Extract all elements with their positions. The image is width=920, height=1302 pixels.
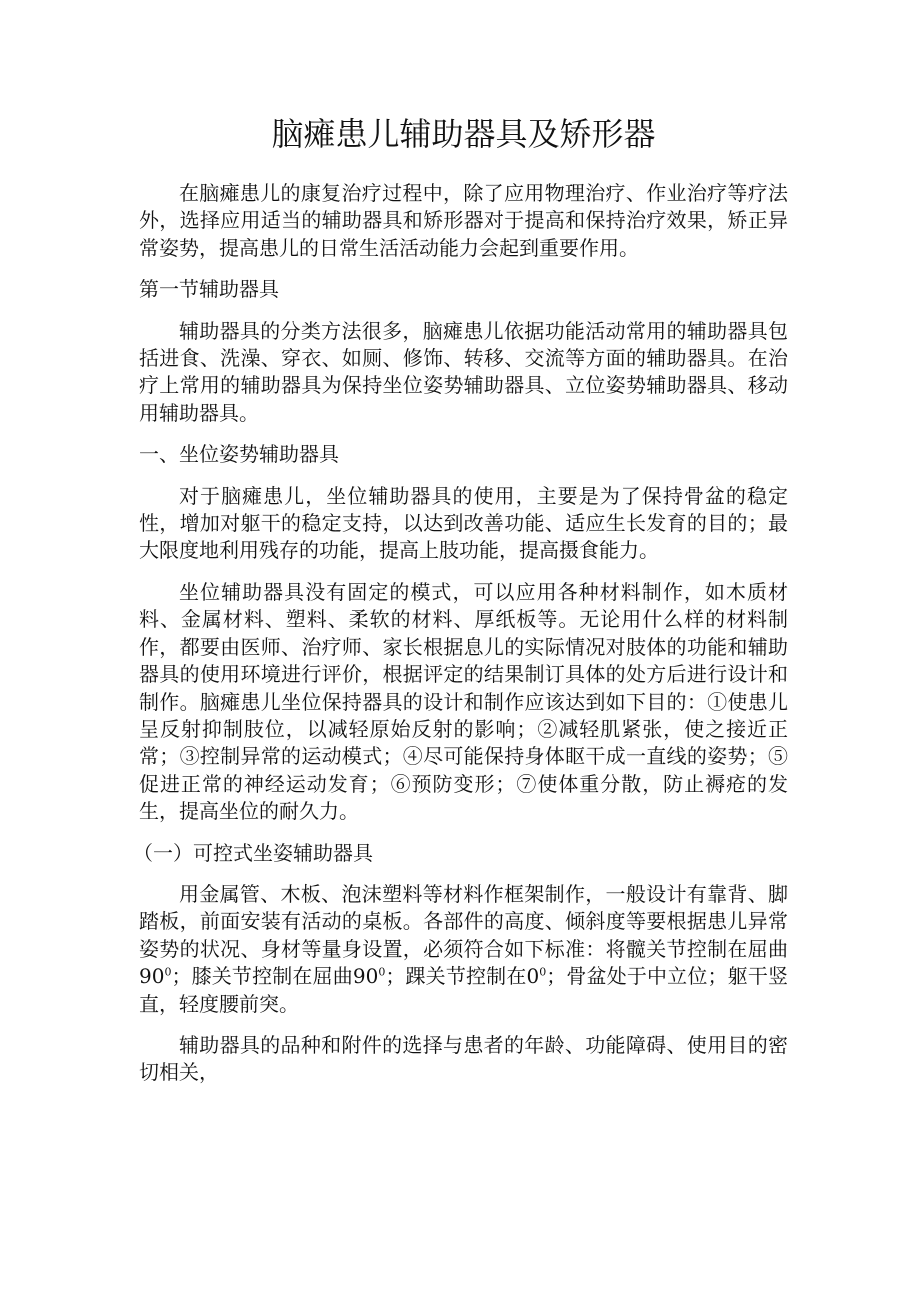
text-run: ；膝关节控制在屈曲90 (171, 964, 379, 989)
degree-superscript: 0 (164, 965, 172, 979)
text-run: 用金属管、木板、泡沫塑料等材料作框架制作，一般设计有靠背、脚踏板，前面安装有活动的桌板。各部件的高度、倾斜度等要根据患儿异常姿势的状况、身材等量身设置，必须符合如下标准：将髋关节控制在屈曲90 (139, 881, 788, 989)
assistive-devices-paragraph: 辅助器具的分类方法很多，脑瘫患儿依据功能活动常用的辅助器具包括进食、洗澡、穿衣、如厕、修饰、转移、交流等方面的辅助器具。在治疗上常用的辅助器具为保持坐位姿势辅助器具、立位姿势辅助器具、移动用辅助器具。 (139, 318, 788, 425)
degree-superscript: 0 (378, 965, 386, 979)
device-selection-paragraph: 辅助器具的品种和附件的选择与患者的年龄、功能障碍、使用目的密切相关， (139, 1032, 788, 1085)
sitting-purpose-paragraph: 对于脑瘫患儿，坐位辅助器具的使用，主要是为了保持骨盆的稳定性，增加对躯干的稳定支持，以达到改善功能、适应生长发育的目的；最大限度地利用残存的功能，提高上肢功能，提高摄食能力。 (139, 483, 788, 563)
degree-superscript: 0 (539, 965, 547, 979)
subsubsection-heading-controllable-seat: （一）可控式坐姿辅助器具 (133, 840, 373, 865)
text-run: ；踝关节控制在0 (385, 964, 540, 989)
sitting-design-paragraph: 坐位辅助器具没有固定的模式，可以应用各种材料制作，如木质材料、金属材料、塑料、柔软的材料、厚纸板等。无论用什么样的材料制作，都要由医师、治疗师、家长根据息儿的实际情况对肢体的功能和辅助器具的使用环境进行评价，根据评定的结果制订具体的处方后进行设计和制作。脑瘫患儿坐位保持器具的设计和制作应该达到如下目的：①使患儿呈反射抑制肢位，以减轻原始反射的影响；②减轻肌紧张，使之接近正常；③控制异常的运动模式；④尽可能保持身体眍干成一直线的姿势；⑤促进正常的神经运动发育；⑥预防变形；⑦使体重分散，防止褥疮的发生，提高坐位的耐久力。 (139, 579, 788, 824)
document-title: 脑瘫患儿辅助器具及矫形器 (271, 115, 656, 153)
subsection-heading-sitting: 一、坐位姿势辅助器具 (139, 442, 339, 467)
text-run: ；骨盆处于中立位；躯干竖直，轻度腰前突。 (139, 964, 788, 1016)
section-heading-assistive-devices: 第一节辅助器具 (139, 277, 279, 302)
intro-paragraph: 在脑瘫患儿的康复治疗过程中，除了应用物理治疗、作业治疗等疗法外，选择应用适当的辅助器具和矫形器对于提高和保持治疗效果，矫正异常姿势，提高患儿的日常生活活动能力会起到重要作用。 (139, 181, 788, 260)
controllable-seat-paragraph (139, 881, 788, 1018)
